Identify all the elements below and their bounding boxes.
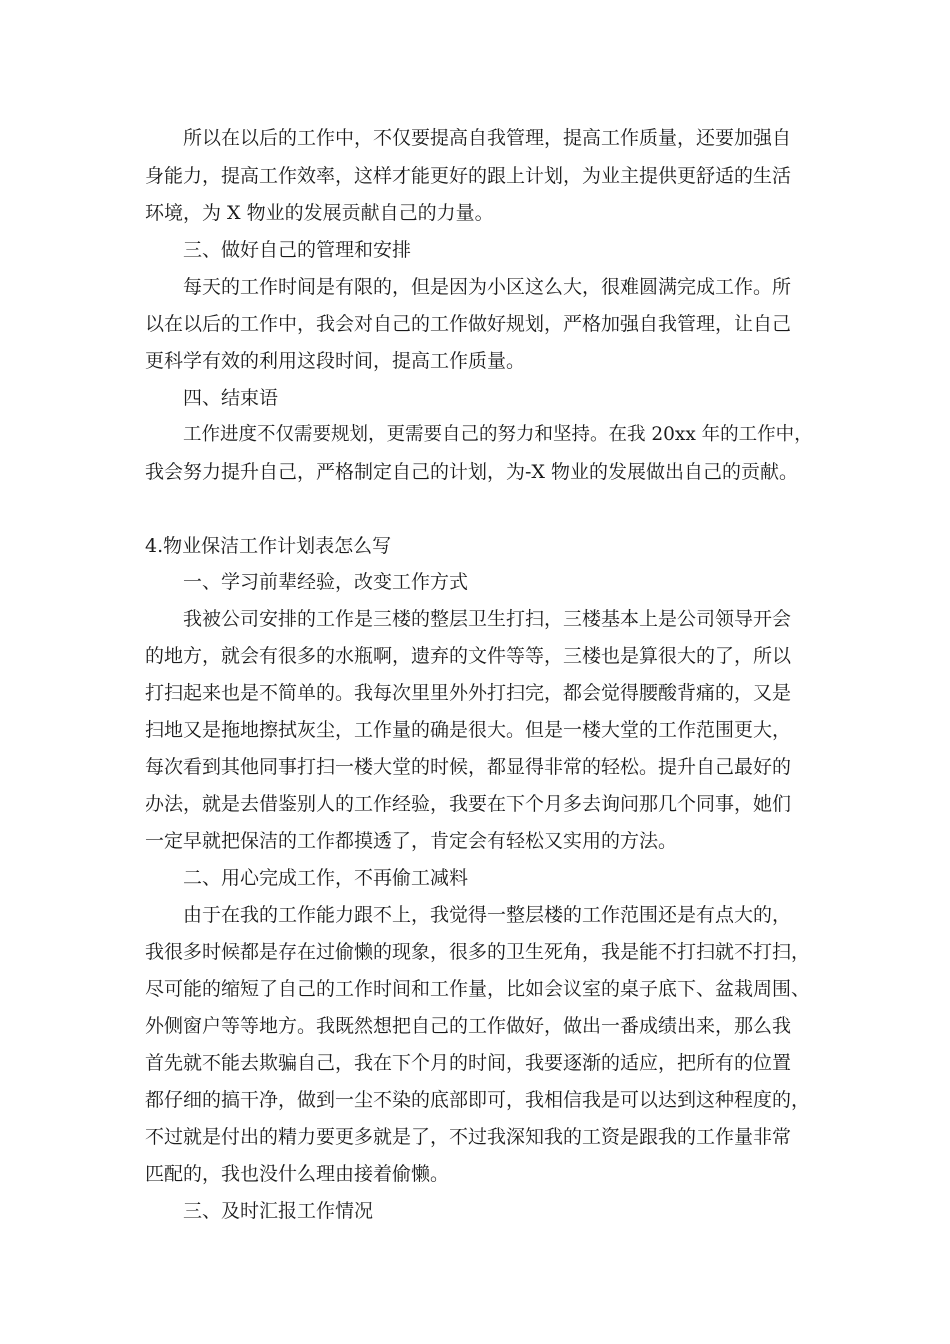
paragraph-line: 更科学有效的利用这段时间，提高工作质量。 bbox=[145, 350, 526, 372]
paragraph-line: 每天的工作时间是有限的，但是因为小区这么大，很难圆满完成工作。所 bbox=[183, 276, 792, 298]
section-heading: 三、及时汇报工作情况 bbox=[183, 1200, 374, 1222]
paragraph-line: 我很多时候都是存在过偷懒的现象，很多的卫生死角，我是能不打扫就不打扫， bbox=[145, 941, 811, 963]
paragraph-line: 由于在我的工作能力跟不上，我觉得一整层楼的工作范围还是有点大的， bbox=[183, 904, 792, 926]
paragraph-line: 匹配的，我也没什么理由接着偷懒。 bbox=[145, 1163, 450, 1185]
paragraph-line: 打扫起来也是不简单的。我每次里里外外打扫完，都会觉得腰酸背痛的，又是 bbox=[145, 682, 792, 704]
paragraph-line: 不过就是付出的精力要更多就是了，不过我深知我的工资是跟我的工作量非常 bbox=[145, 1126, 792, 1148]
section-heading: 四、结束语 bbox=[183, 387, 279, 409]
paragraph-line: 以在以后的工作中，我会对自己的工作做好规划，严格加强自我管理，让自己 bbox=[145, 313, 792, 335]
paragraph-line: 扫地又是拖地擦拭灰尘，工作量的确是很大。但是一楼大堂的工作范围更大， bbox=[145, 719, 792, 741]
paragraph-line: 外侧窗户等等地方。我既然想把自己的工作做好，做出一番成绩出来，那么我 bbox=[145, 1015, 792, 1037]
article-title: 4.物业保洁工作计划表怎么写 bbox=[145, 535, 392, 557]
paragraph-line: 一定早就把保洁的工作都摸透了，肯定会有轻松又实用的方法。 bbox=[145, 830, 678, 852]
paragraph-line: 首先就不能去欺骗自己，我在下个月的时间，我要逐渐的适应，把所有的位置 bbox=[145, 1052, 792, 1074]
paragraph-line: 每次看到其他同事打扫一楼大堂的时候，都显得非常的轻松。提升自己最好的 bbox=[145, 756, 792, 778]
paragraph-line: 我被公司安排的工作是三楼的整层卫生打扫，三楼基本上是公司领导开会 bbox=[183, 608, 792, 630]
paragraph-line: 的地方，就会有很多的水瓶啊，遗弃的文件等等，三楼也是算很大的了，所以 bbox=[145, 645, 792, 667]
paragraph-line: 我会努力提升自己，严格制定自己的计划，为-X 物业的发展做出自己的贡献。 bbox=[145, 461, 798, 483]
paragraph-line: 环境，为 X 物业的发展贡献自己的力量。 bbox=[145, 202, 494, 224]
paragraph-line: 办法，就是去借鉴别人的工作经验，我要在下个月多去询问那几个同事，她们 bbox=[145, 793, 792, 815]
paragraph-line: 所以在以后的工作中，不仅要提高自我管理，提高工作质量，还要加强自 bbox=[183, 127, 792, 149]
section-heading: 三、做好自己的管理和安排 bbox=[183, 239, 412, 261]
section-heading: 一、学习前辈经验，改变工作方式 bbox=[183, 571, 469, 593]
paragraph-line: 都仔细的搞干净，做到一尘不染的底部即可，我相信我是可以达到这种程度的， bbox=[145, 1089, 811, 1111]
paragraph-line: 尽可能的缩短了自己的工作时间和工作量，比如会议室的桌子底下、盆栽周围、 bbox=[145, 978, 811, 1000]
section-heading: 二、用心完成工作，不再偷工减料 bbox=[183, 867, 469, 889]
paragraph-line: 身能力，提高工作效率，这样才能更好的跟上计划，为业主提供更舒适的生活 bbox=[145, 165, 792, 187]
paragraph-line: 工作进度不仅需要规划，更需要自己的努力和坚持。在我 20xx 年的工作中， bbox=[183, 424, 813, 445]
